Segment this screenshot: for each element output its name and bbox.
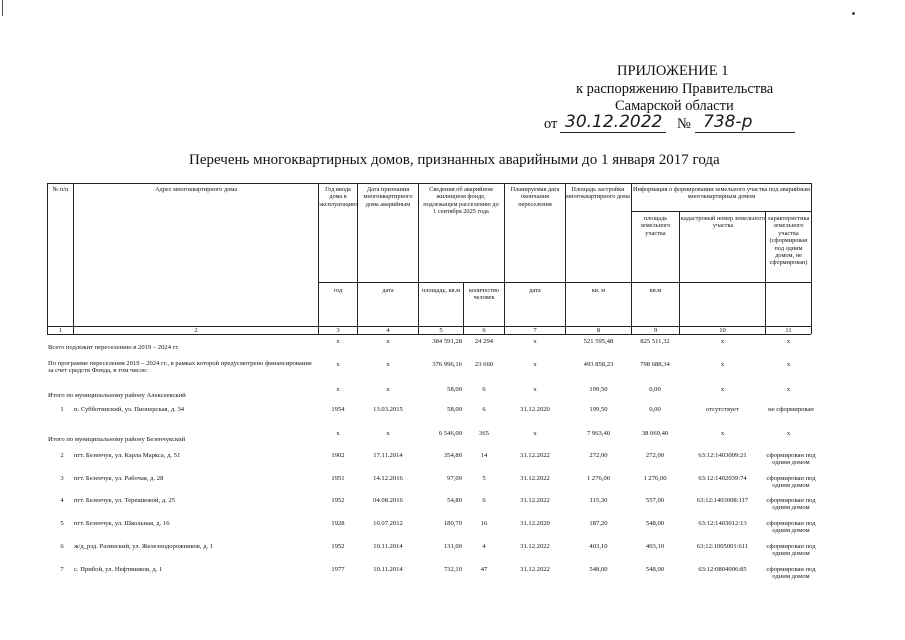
cell-date: х <box>386 430 390 437</box>
col-number: 1 <box>58 327 63 334</box>
cell-area: 54,80 <box>447 497 462 504</box>
cell-date: 14.12.2016 <box>373 475 403 482</box>
cell-planned: 31.12.2020 <box>520 406 550 413</box>
cell-planned: х <box>533 386 537 393</box>
col-number: 3 <box>336 327 340 334</box>
appendix-line2: к распоряжению Правительства <box>576 81 774 97</box>
cell-building-area: 493 858,23 <box>583 361 614 368</box>
unit-area: площадь, кв.м <box>421 287 461 294</box>
cell-address: пгт. Безенчук, ул. Рабочая, д. 28 <box>74 475 164 482</box>
unit-building-area: кв. м <box>591 287 606 294</box>
cell-planned: 31.12.2022 <box>520 497 550 504</box>
cell-planned: 31.12.2022 <box>520 566 550 573</box>
cell-people: 5 <box>482 475 486 482</box>
cell-num: 3 <box>60 475 64 482</box>
cell-area: 97,00 <box>447 475 462 482</box>
cell-people: 23 660 <box>474 361 494 368</box>
number-prefix: № <box>677 116 691 132</box>
cell-land-area: 798 688,34 <box>640 361 670 368</box>
cell-building-area: 199,50 <box>589 406 608 413</box>
cell-planned: х <box>533 361 537 368</box>
header-land-area: площадь земельного участка <box>640 215 671 237</box>
cell-date: 13.03.2015 <box>373 406 403 413</box>
header-year: Год ввода дома в эксплуатацию <box>319 186 357 208</box>
cell-num: 2 <box>60 452 64 459</box>
cell-year: 1928 <box>331 520 345 527</box>
cell-year: 1902 <box>331 452 345 459</box>
cell-year: 1954 <box>331 406 345 413</box>
unit-year: год <box>333 287 343 294</box>
cell-cadastral: 63:12:1403008:117 <box>696 497 749 504</box>
col-number: 4 <box>386 327 390 334</box>
row-label: Всего подлежит переселению в 2019 – 2024 гг. <box>48 344 179 351</box>
cell-cadastral: х <box>720 386 725 393</box>
cell-area: 58,00 <box>447 406 462 413</box>
cell-people: 47 <box>480 566 488 573</box>
cell-address: пгт. Безенчук, ул. Терешковой, д. 25 <box>74 497 176 504</box>
header-characteristic: характеристика земельного участка (сформирован под одним домом, не сформирован) <box>767 215 810 267</box>
cell-planned: 31.12.2020 <box>520 520 550 527</box>
cell-building-area: 7 963,40 <box>586 430 611 437</box>
cell-characteristic: сформирован под одним домом <box>766 566 816 581</box>
scan-crop-mark <box>2 0 3 16</box>
cell-year: 1951 <box>331 475 345 482</box>
cell-year: х <box>336 361 340 368</box>
cell-address: пгт. Безенчук, ул. Карла Маркса, д. 51 <box>74 452 181 459</box>
cell-area: 131,00 <box>443 543 462 550</box>
cell-year: 1952 <box>331 497 345 504</box>
header-cadastral: кадастровый номер земельного участка <box>681 215 765 230</box>
cell-num: 5 <box>60 520 64 527</box>
cell-characteristic: сформирован под одним домом <box>766 543 816 558</box>
cell-planned: 31.12.2022 <box>520 452 550 459</box>
cell-cadastral: 63:12:1403012:13 <box>698 520 747 527</box>
cell-cadastral: х <box>720 338 725 345</box>
cell-characteristic: х <box>786 361 791 368</box>
cell-date: х <box>386 386 390 393</box>
unit-land-area: кв.м <box>649 287 662 294</box>
header-address: Адрес многоквартирного дома <box>154 186 237 193</box>
cell-land-area: 403,10 <box>645 543 665 550</box>
header-land: Информация о формировании земельного участка под аварийным многоквартирным домом <box>633 186 810 201</box>
cell-building-area: 187,20 <box>589 520 608 527</box>
number-underline <box>695 132 795 133</box>
cell-year: 1952 <box>331 543 345 550</box>
cell-area: 384 591,28 <box>432 338 462 345</box>
cell-address: с. Прибой, ул. Нефтяников, д. 1 <box>74 566 163 573</box>
cell-address: пгт. Безенчук, ул. Школьная, д. 16 <box>74 520 170 527</box>
appendix-line3: Самарской области <box>615 98 734 114</box>
cell-land-area: 1 276,00 <box>643 475 667 482</box>
row-label: Итого по муниципальному району Безенчукский <box>48 436 186 443</box>
cell-num: 1 <box>60 406 64 413</box>
cell-land-area: 272,00 <box>645 452 665 459</box>
col-number: 2 <box>194 327 198 334</box>
cell-building-area: 199,50 <box>589 386 608 393</box>
col-number: 11 <box>785 327 792 334</box>
col-number: 9 <box>653 327 658 334</box>
cell-area: 180,70 <box>443 520 462 527</box>
cell-people: 14 <box>480 452 488 459</box>
cell-cadastral: 63:12:1402039:74 <box>698 475 747 482</box>
header-building-area: Площадь застройки многоквартирного дома <box>566 186 630 201</box>
cell-planned: 31.12.2022 <box>520 543 550 550</box>
cell-planned: х <box>533 430 537 437</box>
col-number: 10 <box>719 327 726 334</box>
document-title: Перечень многоквартирных домов, признанных аварийными до 1 января 2017 года <box>189 152 720 168</box>
cell-num: 6 <box>60 543 64 550</box>
cell-area: 58,00 <box>447 386 462 393</box>
appendix-title: ПРИЛОЖЕНИЕ 1 <box>617 63 729 79</box>
cell-characteristic: сформирован под одним домом <box>766 475 816 490</box>
cell-date: х <box>386 338 390 345</box>
cell-land-area: 38 069,40 <box>641 430 669 437</box>
cell-land-area: 825 511,32 <box>640 338 670 345</box>
cell-characteristic: х <box>786 386 791 393</box>
cell-date: х <box>386 361 390 368</box>
cell-cadastral: 63:12:1403009:21 <box>698 452 747 459</box>
cell-area: 376 996,16 <box>432 361 462 368</box>
cell-building-area: 521 595,48 <box>583 338 614 345</box>
cell-num: 7 <box>60 566 64 573</box>
cell-date: 10.11.2014 <box>373 543 403 550</box>
cell-building-area: 548,00 <box>589 566 608 573</box>
cell-area: 6 546,00 <box>438 430 462 437</box>
cell-cadastral: 63:12:0804006:85 <box>698 566 747 573</box>
col-number: 5 <box>439 327 443 334</box>
cell-people: 4 <box>482 543 486 550</box>
cell-building-area: 403,10 <box>589 543 608 550</box>
header-num: № п/п <box>52 186 69 193</box>
cell-characteristic: сформирован под одним домом <box>766 520 816 535</box>
unit-planned-date: дата <box>529 287 541 294</box>
row-label: Итого по муниципальному району Алексеевский <box>48 392 186 399</box>
cell-people: 365 <box>479 430 489 437</box>
cell-land-area: 0,00 <box>649 386 661 393</box>
cell-address: ж/д_рзд. Разинский, ул. Железнодорожников, д. 1 <box>74 543 214 550</box>
cell-year: 1977 <box>331 566 345 573</box>
row-label: По программе переселения 2019 – 2024 гг., в рамках которой предусмотрено финансирование за счет средств Фонда, в том числе: <box>48 360 312 375</box>
cell-characteristic: сформирован под одним домом <box>766 497 816 512</box>
cell-area: 354,80 <box>443 452 462 459</box>
number-value: 738-р <box>703 112 753 132</box>
col-number: 8 <box>596 327 601 334</box>
cell-people: 16 <box>480 520 488 527</box>
cell-people: 24 294 <box>474 338 494 345</box>
header-recognition: Дата признания многоквартирного дома аварийным <box>363 186 413 208</box>
cell-cadastral: отсутствует <box>706 406 739 413</box>
cell-land-area: 557,00 <box>645 497 665 504</box>
cell-cadastral: х <box>720 361 725 368</box>
cell-land-area: 548,00 <box>645 566 665 573</box>
header-planned: Планируемая дата окончания переселения <box>510 186 560 208</box>
cell-address: п. Субботинский, ул. Пионерская, д. 34 <box>74 406 185 413</box>
cell-area: 732,10 <box>443 566 462 573</box>
header-info: Сведения об аварийном жилищном фонде, подлежащем расселению до 1 сентября 2025 года <box>423 186 499 216</box>
cell-date: 10.11.2014 <box>373 566 403 573</box>
cell-date: 17.11.2014 <box>373 452 403 459</box>
cell-year: х <box>336 430 340 437</box>
scan-dot <box>852 12 855 15</box>
cell-building-area: 1 276,00 <box>586 475 611 482</box>
col-number: 7 <box>533 327 537 334</box>
cell-characteristic: х <box>786 430 791 437</box>
cell-planned: х <box>533 338 537 345</box>
cell-characteristic: сформирован под одним домом <box>766 452 816 467</box>
cell-date: 04.08.2016 <box>373 497 403 504</box>
cell-date: 10.07.2012 <box>373 520 403 527</box>
cell-planned: 31.12.2022 <box>520 475 550 482</box>
cell-people: 6 <box>482 406 486 413</box>
cell-building-area: 115,30 <box>589 497 608 504</box>
cell-people: 6 <box>482 386 486 393</box>
date-underline <box>560 132 666 133</box>
cell-cadastral: 63:12:1005001:611 <box>696 543 749 550</box>
col-number: 6 <box>482 327 486 334</box>
date-value: 30.12.2022 <box>565 112 663 132</box>
cell-characteristic: не сформирован <box>768 406 814 413</box>
cell-year: х <box>336 386 340 393</box>
unit-date: дата <box>382 287 394 294</box>
date-prefix: от <box>544 116 558 132</box>
cell-num: 4 <box>60 497 64 504</box>
cell-people: 6 <box>482 497 486 504</box>
cell-year: х <box>336 338 340 345</box>
cell-characteristic: х <box>786 338 791 345</box>
cell-cadastral: х <box>720 430 725 437</box>
cell-land-area: 548,00 <box>645 520 665 527</box>
cell-land-area: 0,00 <box>649 406 661 413</box>
cell-building-area: 272,00 <box>589 452 608 459</box>
unit-people: количество человек <box>468 287 500 302</box>
